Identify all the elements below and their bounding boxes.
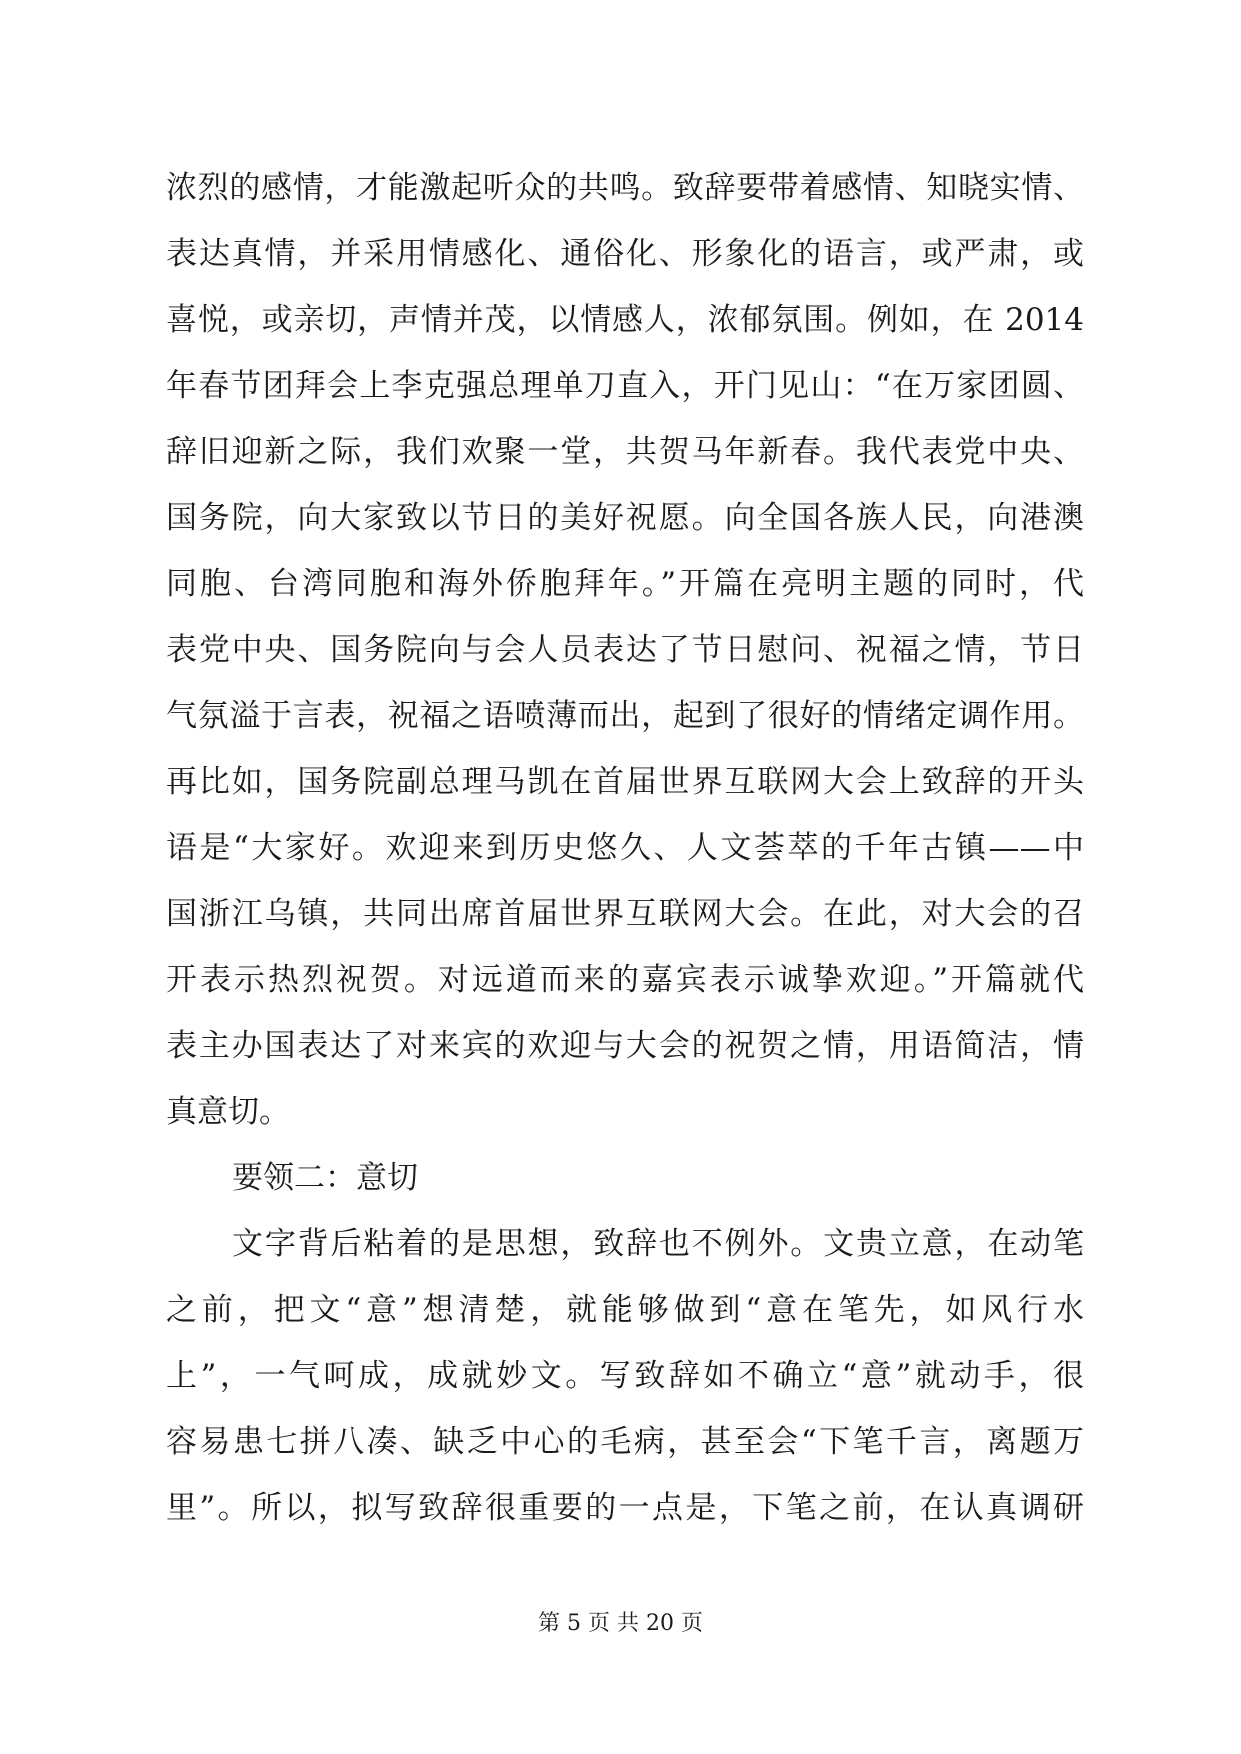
text-line: 浓烈的感情，才能激起听众的共鸣。致辞要带着感情、知晓实情、 <box>166 170 1084 206</box>
section-heading: 要领二：意切 <box>232 1160 418 1196</box>
text-line: 表达真情，并采用情感化、通俗化、形象化的语言，或严肃，或 <box>166 236 1084 272</box>
text-line: 同胞、台湾同胞和海外侨胞拜年。”开篇在亮明主题的同时，代 <box>166 566 1084 602</box>
paragraph-first-line: 文字背后粘着的是思想，致辞也不例外。文贵立意，在动笔 <box>232 1226 1084 1262</box>
text-line: 容易患七拼八凑、缺乏中心的毛病，甚至会“下笔千言，离题万 <box>166 1424 1084 1460</box>
text-line: 上”，一气呵成，成就妙文。写致辞如不确立“意”就动手，很 <box>166 1358 1084 1394</box>
text-line: 年春节团拜会上李克强总理单刀直入，开门见山：“在万家团圆、 <box>166 368 1084 404</box>
text-line: 之前，把文“意”想清楚，就能够做到“意在笔先，如风行水 <box>166 1292 1084 1328</box>
text-line: 喜悦，或亲切，声情并茂，以情感人，浓郁氛围。例如，在 2014 <box>166 302 1084 338</box>
text-line: 国浙江乌镇，共同出席首届世界互联网大会。在此，对大会的召 <box>166 896 1084 932</box>
text-line: 辞旧迎新之际，我们欢聚一堂，共贺马年新春。我代表党中央、 <box>166 434 1084 470</box>
text-line: 里”。所以，拟写致辞很重要的一点是，下笔之前，在认真调研 <box>166 1490 1084 1526</box>
text-line: 开表示热烈祝贺。对远道而来的嘉宾表示诚挚欢迎。”开篇就代 <box>166 962 1084 998</box>
text-line: 国务院，向大家致以节日的美好祝愿。向全国各族人民，向港澳 <box>166 500 1084 536</box>
text-line: 语是“大家好。欢迎来到历史悠久、人文荟萃的千年古镇——中 <box>166 830 1084 866</box>
text-line: 表主办国表达了对来宾的欢迎与大会的祝贺之情，用语简洁，情 <box>166 1028 1084 1064</box>
page-number-footer: 第 5 页 共 20 页 <box>538 1611 703 1636</box>
text-line: 真意切。 <box>166 1094 290 1130</box>
text-line: 表党中央、国务院向与会人员表达了节日慰问、祝福之情，节日 <box>166 632 1084 668</box>
text-line: 再比如，国务院副总理马凯在首届世界互联网大会上致辞的开头 <box>166 764 1084 800</box>
text-line: 气氛溢于言表，祝福之语喷薄而出，起到了很好的情绪定调作用。 <box>166 698 1084 734</box>
